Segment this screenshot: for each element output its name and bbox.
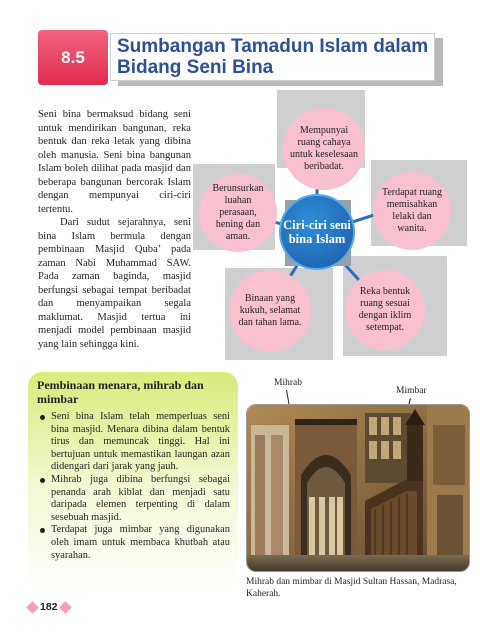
intro-paragraph-1: Seni bina bermaksud bidang seni untuk mendirikan bangunan, reka bentuk dan reka letak yang dibina oleh manusia. Seni bina bangunan Islam boleh dilihat pada masjid dan beberapa bangunan bercorak Islam dengan mempunyai ciri-ciri tertentu. [38, 109, 191, 215]
info-box-bullet: Mihrab juga dibina berfungsi sebagai penanda arah kiblat dan menjadi satu daripada elemen terpenting di dalam sesebuah masjid. [38, 474, 230, 524]
label-mimbar: Mimbar [396, 386, 427, 396]
feature-bubble-climate: Reka bentuk ruang sesuai dengan iklim setempat. [345, 270, 425, 350]
diagram-center-node: Ciri-ciri seni bina Islam [279, 194, 355, 270]
intro-text [38, 108, 191, 351]
page-number [28, 601, 70, 613]
section-number: 8.5 [61, 47, 85, 67]
info-box-bullets [38, 411, 230, 562]
section-title [117, 36, 437, 78]
info-box-bullet: Terdapat juga mimbar yang digunakan oleh imam untuk membaca khutbah atau syarahan. [38, 524, 230, 562]
page-number-value: 182 [40, 601, 58, 613]
feature-bubble-sturdy: Binaan yang kukuh, selamat dan tahan lama. [229, 270, 311, 352]
feature-bubble-serene: Berunsurkan luahan perasaan, hening dan aman. [199, 174, 277, 252]
section-number-badge [38, 30, 108, 85]
label-mihrab: Mihrab [274, 378, 302, 388]
info-box-title: Pembinaan menara, mihrab dan mimbar [37, 378, 204, 406]
diamond-icon [26, 601, 39, 614]
mosque-interior-illustration [247, 405, 470, 572]
feature-bubble-separation: Terdapat ruang memisahkan lelaki dan wanita. [373, 172, 451, 250]
info-box-bullet: Seni bina Islam telah memperluas seni bina masjid. Menara dibina dalam bentuk tirus dan memuncak tinggi. Hal ini bertujuan untuk memastikan laungan azan didengari dari jarak yang jauh. [38, 411, 230, 474]
photo-caption: Mihrab dan mimbar di Masjid Sultan Hassan, Madrasa, Kaherah. [246, 577, 457, 599]
diamond-icon [59, 601, 72, 614]
intro-paragraph-2: Dari sudut sejarahnya, seni bina Islam bermula dengan pembinaan Masjid Quba’ pada zaman Nabi Muhammad SAW. Pada zaman baginda, masjid berfungsi sebagai tempat beribadat dan menyampaikan segala maklumat. Masjid tertua ini menjadi model pembinaan masjid yang lain sehingga kini. [38, 217, 191, 350]
mosque-interior-photo [246, 404, 470, 572]
features-diagram [193, 90, 478, 360]
feature-bubble-light: Mempunyai ruang cahaya untuk keselesaan beribadat. [283, 108, 365, 190]
section-title-line2: Bidang Seni Bina [117, 57, 274, 78]
section-title-line1: Sumbangan Tamadun Islam dalam [117, 36, 429, 57]
